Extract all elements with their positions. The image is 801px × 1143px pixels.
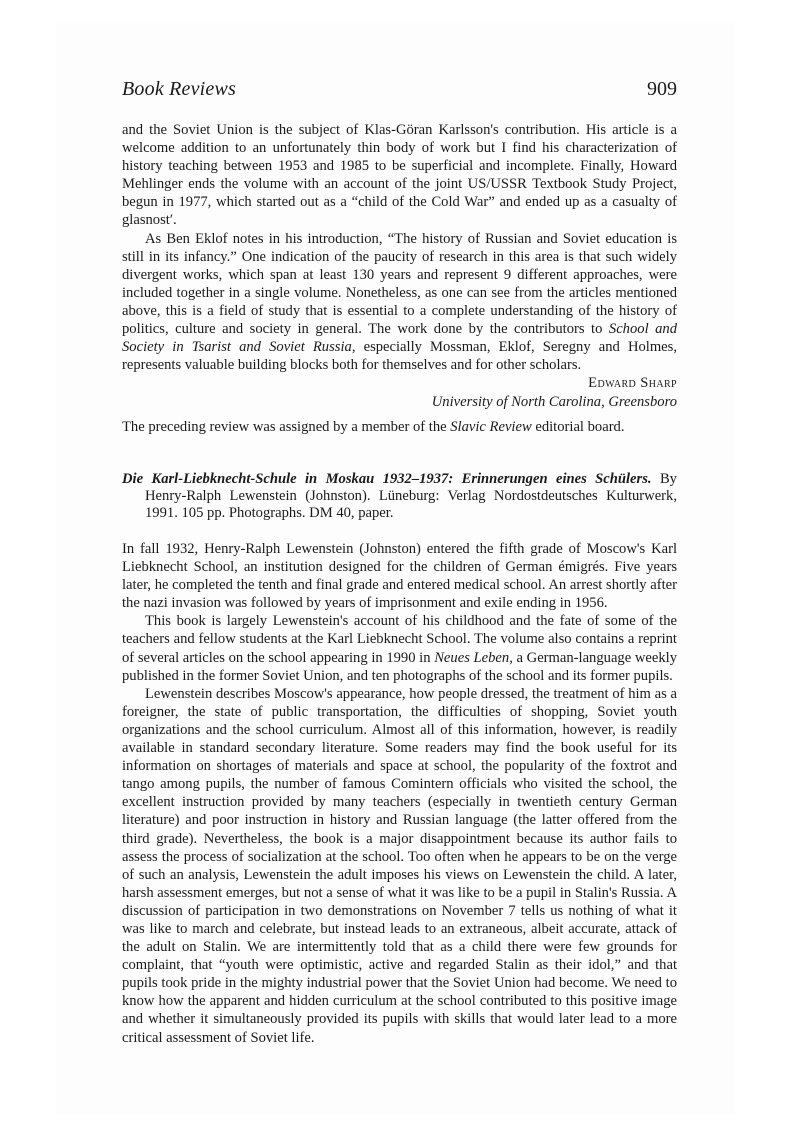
assignment-note-text-b: editorial board. — [531, 419, 625, 435]
assignment-note-text-a: The preceding review was assigned by a member of the — [122, 419, 451, 435]
assignment-note — [122, 418, 677, 436]
reviewed-book-title: School and Society in Tsarist and Soviet Russia — [122, 321, 678, 356]
review2-paragraph-2-text-a: This book is largely Lewenstein's account of his childhood and the fate of some of the teachers and fellow students at the Karl Liebknecht School. The volume also contains a reprint of several articles on the school appearing in 1990 in — [122, 613, 677, 666]
review2-paragraph-3-text: Lewenstein describes Moscow's appearance, how people dressed, the treatment of him as a foreigner, the state of public transportation, the difficulties of shopping, Soviet youth organizations and the school curriculum. Almost all of this information, however, is readily available in standard secondary literature. Some readers may find the book useful for its information on shortages of materials and space at school, the popularity of the foxtrot and tango among pupils, the number of famous Comintern officials who visited the school, the excellent instruction provided by many teachers (especially in twentieth century German literature) and poor instruction in history and Russian language (the latter offered from the third grade). Nevertheless, the book is a major disappointment because its author fails to assess the process of socialization at the school. Too often when he appears to be on the verge of such an analysis, Lewenstein the adult imposes his views on Lewenstein the child. A later, harsh assessment emerges, but not a sense of what it was like to be a pupil in Stalin's Russia. A discussion of participation in two demonstrations on November 7 tells us nothing of what it was like to march and celebrate, but instead leads to an extraneous, albeit accurate, attack of the adult on Stalin. We are intermittently told that as a child there were few grounds for complaint, that “youth were optimistic, active and regarded Stalin as their idol,” and that pupils took pride in the mighty industrial power that the Soviet Union had become. We need to know how the apparent and hidden curriculum at the school contributed to this positive image and whether it simultaneously provided its pupils with skills that would later lead to a more critical assessment of Soviet life. — [122, 685, 677, 1046]
running-title: Book Reviews — [122, 78, 237, 100]
review1-paragraph-1-text: and the Soviet Union is the subject of Klas-Göran Karlsson's contribution. His article is a welcome addition to an unfortunately thin body of work but I find his characterization of history teaching between 1953 and 1985 to be superficial and incomplete. Finally, Howard Mehlinger ends the volume with an account of the joint US/USSR Textbook Study Project, begun in 1977, which started out as a “child of the Cold War” and ended up as a casualty of glasnost′. — [122, 122, 677, 229]
review2-book-details: By Henry-Ralph Lewenstein (Johnston). Lüneburg: Verlag Nordostdeutsches Kulturwerk, 1991. 105 pp. Photographs. DM 40, paper. — [145, 471, 677, 521]
review1-paragraph-1 — [122, 121, 677, 230]
review1-paragraph-2-text-a: As Ben Eklof notes in his introduction, “The history of Russian and Soviet education is still in its infancy.” One indication of the paucity of research in this area is that such widely divergent works, which span at least 130 years and represent 9 different approaches, were included together in a single volume. Nonetheless, as one can see from the articles mentioned above, this is a field of study that is essential to a complete understanding of the history of politics, culture and society in general. The work done by the contributors to — [122, 230, 677, 338]
review2-body — [122, 540, 677, 1047]
review2-paragraph-2 — [122, 612, 677, 684]
review2-paragraph-2-text-b: , a German-language weekly published in the former Soviet Union, and ten photographs of the school and its former pupils. — [122, 649, 677, 684]
journal-name: Slavic Review — [450, 419, 532, 435]
newspaper-name: Neues Leben — [434, 649, 510, 666]
review1-paragraph-2-text-b: , especially Mossman, Eklof, Seregny and Holmes, represents valuable building blocks both for themselves and for other scholars. — [122, 339, 677, 374]
running-head — [122, 78, 677, 104]
review1-paragraph-2 — [122, 230, 677, 375]
reviewer-affiliation-text: University of North Carolina, Greensboro — [431, 394, 677, 410]
review2-paragraph-1 — [122, 540, 677, 612]
page-number: 909 — [647, 78, 677, 100]
reviewer-name-text: Edward Sharp — [588, 375, 677, 391]
review1-body — [122, 121, 677, 374]
review2-book-title: Die Karl-Liebknecht-Schule in Moskau 1932–1937: Erinnerungen eines Schülers. — [122, 471, 652, 487]
reviewer-affiliation — [122, 393, 677, 411]
review2-paragraph-3 — [122, 685, 677, 1047]
reviewer-name — [122, 374, 677, 392]
review2-paragraph-1-text: In fall 1932, Henry-Ralph Lewenstein (Johnston) entered the fifth grade of Moscow's Karl Liebknecht School, an institution designed for the children of German émigrés. Five years later, he completed the tenth and final grade and entered medical school. An arrest shortly after the nazi invasion was followed by years of imprisonment and exile ending in 1956. — [122, 541, 677, 612]
review2-heading — [122, 471, 677, 522]
